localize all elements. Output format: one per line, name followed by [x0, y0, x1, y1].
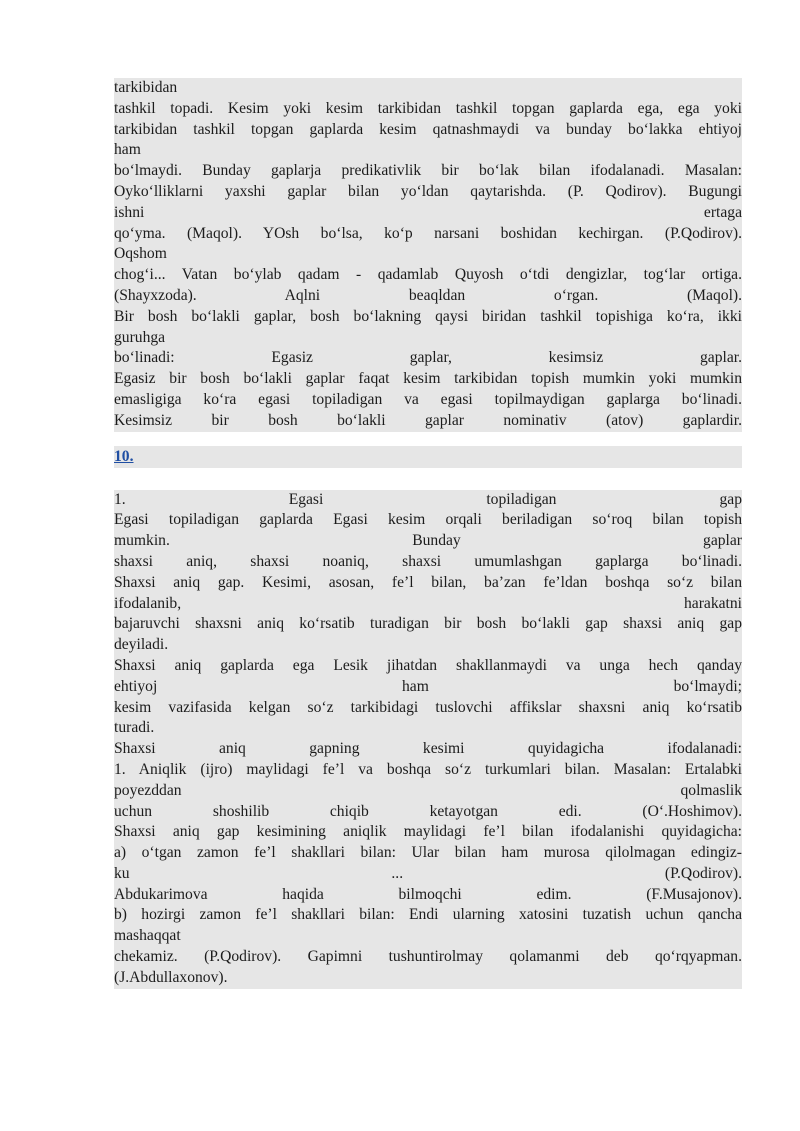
text-line: Kesimsiz bir bosh bo‘lakli gaplar nominativ (atov) gaplardir. — [114, 411, 742, 432]
text-line: Shaxsi aniq gaplarda ega Lesik jihatdan shakllanmaydi va unga hech qanday — [114, 656, 742, 677]
text-line: Oyko‘lliklarni yaxshi gaplar bilan yo‘ldan qaytarishda. (P. Qodirov). Bugungi — [114, 182, 742, 203]
text-line: (J.Abdullaxonov). — [114, 968, 742, 989]
text-line: Egasiz bir bosh bo‘lakli gaplar faqat kesim tarkibidan topish mumkin yoki mumkin — [114, 369, 742, 390]
text-line: ku ... (P.Qodirov). — [114, 864, 742, 885]
document-page — [114, 78, 742, 989]
body-text-section-1 — [114, 78, 742, 432]
spacer — [114, 432, 742, 446]
text-line: Bir bosh bo‘lakli gaplar, bosh bo‘lakning qaysi biridan tashkil topishiga ko‘ra, ikki — [114, 307, 742, 328]
spacer — [114, 468, 742, 490]
text-line: tarkibidan tashkil topgan gaplarda kesim qatnashmaydi va bunday bo‘lakka ehtiyoj — [114, 120, 742, 141]
body-text-section-2 — [114, 490, 742, 989]
text-line: mashaqqat — [114, 926, 742, 947]
text-line: deyiladi. — [114, 635, 742, 656]
text-line: chekamiz. (P.Qodirov). Gapimni tushuntirolmay qolamanmi deb qo‘rqyapman. — [114, 947, 742, 968]
text-line: Shaxsi aniq gap. Kesimi, asosan, fe’l bilan, ba’zan fe’ldan boshqa so‘z bilan — [114, 573, 742, 594]
text-line: bo‘lmaydi. Bunday gaplarja predikativlik bir bo‘lak bilan ifodalanadi. Masalan: — [114, 161, 742, 182]
text-line: guruhga — [114, 328, 742, 349]
text-line: emasligiga ko‘ra egasi topiladigan va egasi topilmaydigan gaplarga bo‘linadi. — [114, 390, 742, 411]
section-heading — [114, 446, 742, 468]
text-line: Oqshom — [114, 244, 742, 265]
text-line: chog‘i... Vatan bo‘ylab qadam - qadamlab Quyosh o‘tdi dengizlar, tog‘lar ortiga. — [114, 265, 742, 286]
text-line: bajaruvchi shaxsni aniq ko‘rsatib turadigan bir bosh bo‘lakli gap shaxsi aniq gap — [114, 614, 742, 635]
text-line: Shaxsi aniq gapning kesimi quyidagicha ifodalanadi: — [114, 739, 742, 760]
section-number-link[interactable]: 10. — [114, 447, 134, 465]
text-line: tashkil topadi. Kesim yoki kesim tarkibidan tashkil topgan gaplarda ega, ega yoki — [114, 99, 742, 120]
text-line: mumkin. Bunday gaplar — [114, 531, 742, 552]
text-line: qo‘yma. (Maqol). YOsh bo‘lsa, ko‘p narsani boshidan kechirgan. (P.Qodirov). — [114, 224, 742, 245]
text-line: uchun shoshilib chiqib ketayotgan edi. (O‘.Hoshimov). — [114, 802, 742, 823]
text-line: ham — [114, 140, 742, 161]
text-line: shaxsi aniq, shaxsi noaniq, shaxsi umumlashgan gaplarga bo‘linadi. — [114, 552, 742, 573]
text-line: ifodalanib, harakatni — [114, 594, 742, 615]
text-line: b) hozirgi zamon fe’l shakllari bilan: Endi ularning xatosini tuzatish uchun qancha — [114, 905, 742, 926]
text-line: ishni ertaga — [114, 203, 742, 224]
text-line: a) o‘tgan zamon fe’l shakllari bilan: Ular bilan ham murosa qilolmagan edingiz- — [114, 843, 742, 864]
text-line: 1. Egasi topiladigan gap — [114, 490, 742, 511]
text-line: 1. Aniqlik (ijro) maylidagi fe’l va boshqa so‘z turkumlari bilan. Masalan: Ertalabki — [114, 760, 742, 781]
text-line: (Shayxzoda). Aqlni beaqldan o‘rgan. (Maqol). — [114, 286, 742, 307]
text-line: kesim vazifasida kelgan so‘z tarkibidagi tuslovchi affikslar shaxsni aniq ko‘rsatib — [114, 698, 742, 719]
text-line: tarkibidan — [114, 78, 742, 99]
text-line: bo‘linadi: Egasiz gaplar, kesimsiz gaplar. — [114, 348, 742, 369]
text-line: Egasi topiladigan gaplarda Egasi kesim orqali beriladigan so‘roq bilan topish — [114, 510, 742, 531]
text-line: ehtiyoj ham bo‘lmaydi; — [114, 677, 742, 698]
text-line: poyezddan qolmaslik — [114, 781, 742, 802]
text-line: Abdukarimova haqida bilmoqchi edim. (F.Musajonov). — [114, 885, 742, 906]
text-line: Shaxsi aniq gap kesimining aniqlik maylidagi fe’l bilan ifodalanishi quyidagicha: — [114, 822, 742, 843]
text-line: turadi. — [114, 718, 742, 739]
